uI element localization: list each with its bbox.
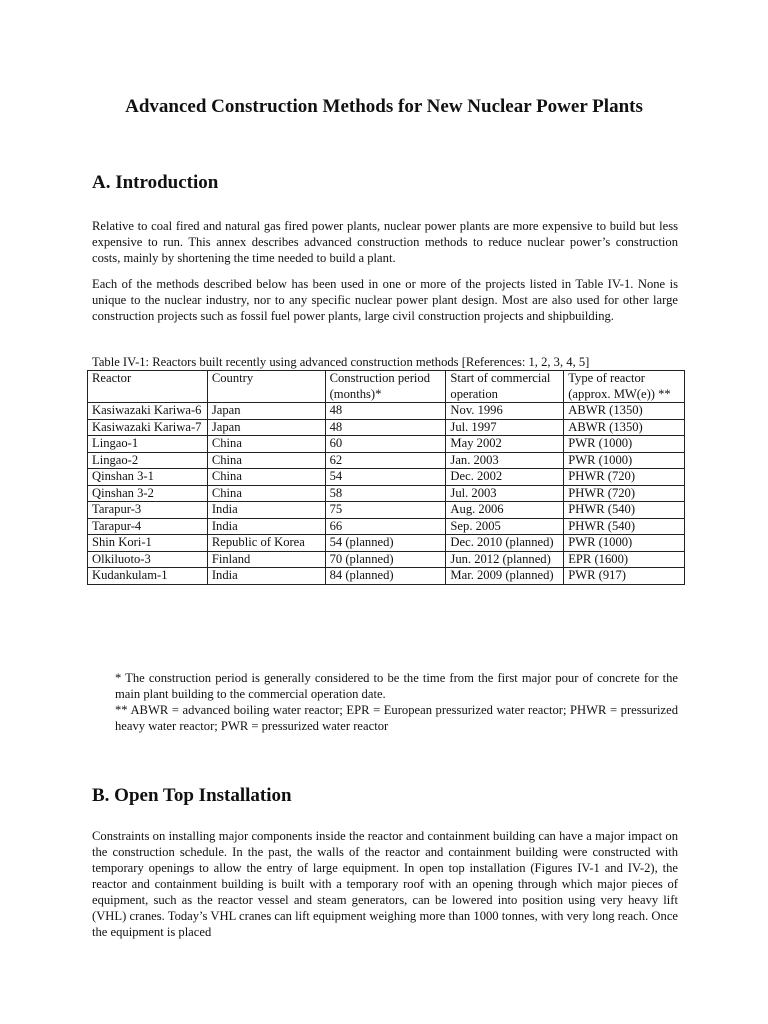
cell-period: 48 — [325, 419, 446, 436]
cell-period: 58 — [325, 485, 446, 502]
table-row — [88, 568, 685, 585]
cell-country: India — [207, 502, 325, 519]
section-b-heading: B. Open Top Installation — [92, 785, 292, 806]
cell-reactor: Lingao-2 — [88, 452, 208, 469]
cell-type: PHWR (540) — [564, 502, 685, 519]
cell-country: China — [207, 469, 325, 486]
table-row — [88, 485, 685, 502]
cell-type: ABWR (1350) — [564, 403, 685, 420]
cell-type: PWR (917) — [564, 568, 685, 585]
cell-reactor: Olkiluoto-3 — [88, 551, 208, 568]
header-reactor: Reactor — [88, 371, 208, 403]
cell-country: Finland — [207, 551, 325, 568]
header-reactor-type: Type of reactor (approx. MW(e)) ** — [564, 371, 685, 403]
table-row — [88, 535, 685, 552]
table-row — [88, 551, 685, 568]
cell-start: Nov. 1996 — [446, 403, 564, 420]
table-header-row — [88, 371, 685, 403]
cell-type: ABWR (1350) — [564, 419, 685, 436]
cell-reactor: Shin Kori-1 — [88, 535, 208, 552]
cell-reactor: Kasiwazaki Kariwa-6 — [88, 403, 208, 420]
cell-period: 48 — [325, 403, 446, 420]
cell-start: Jul. 2003 — [446, 485, 564, 502]
cell-period: 75 — [325, 502, 446, 519]
table-footnote-abbreviations: ** ABWR = advanced boiling water reactor; EPR = European pressurized water reactor; PHWR = pressurized heavy water reactor; PWR = pressurized water reactor — [115, 703, 678, 733]
document-title: Advanced Construction Methods for New Nuclear Power Plants — [125, 96, 643, 117]
cell-reactor: Kudankulam-1 — [88, 568, 208, 585]
table-notes — [115, 670, 678, 734]
cell-country: Republic of Korea — [207, 535, 325, 552]
cell-type: PHWR (540) — [564, 518, 685, 535]
cell-country: China — [207, 436, 325, 453]
table-row — [88, 452, 685, 469]
cell-reactor: Tarapur-4 — [88, 518, 208, 535]
cell-period: 66 — [325, 518, 446, 535]
cell-type: PHWR (720) — [564, 485, 685, 502]
header-construction-period: Construction period (months)* — [325, 371, 446, 403]
table-row — [88, 469, 685, 486]
cell-country: Japan — [207, 403, 325, 420]
cell-period: 70 (planned) — [325, 551, 446, 568]
table-footnote-construction-period: * The construction period is generally considered to be the time from the first major pour of concrete for the main plant building to the commercial operation date. — [115, 671, 678, 701]
cell-reactor: Kasiwazaki Kariwa-7 — [88, 419, 208, 436]
table-row — [88, 419, 685, 436]
cell-start: Sep. 2005 — [446, 518, 564, 535]
cell-type: EPR (1600) — [564, 551, 685, 568]
cell-start: Jun. 2012 (planned) — [446, 551, 564, 568]
reactors-table — [87, 370, 685, 585]
table-row — [88, 502, 685, 519]
cell-reactor: Lingao-1 — [88, 436, 208, 453]
cell-type: PWR (1000) — [564, 436, 685, 453]
cell-start: Dec. 2010 (planned) — [446, 535, 564, 552]
cell-start: Dec. 2002 — [446, 469, 564, 486]
cell-period: 54 (planned) — [325, 535, 446, 552]
cell-country: China — [207, 452, 325, 469]
header-country: Country — [207, 371, 325, 403]
cell-type: PWR (1000) — [564, 535, 685, 552]
cell-country: India — [207, 568, 325, 585]
cell-country: India — [207, 518, 325, 535]
intro-paragraph-2: Each of the methods described below has been used in one or more of the projects listed in Table IV-1. None is unique to the nuclear industry, nor to any specific nuclear power plant design. Most are also used for other large construction projects such as fossil fuel power plants, large civil construction projects and shipbuilding. — [92, 277, 678, 323]
cell-period: 54 — [325, 469, 446, 486]
intro-paragraph-1: Relative to coal fired and natural gas fired power plants, nuclear power plants are more expensive to build but less expensive to run. This annex describes advanced construction methods to reduce nuclear power’s construction costs, mainly by shortening the time needed to build a plant. — [92, 219, 678, 265]
section-a-heading: A. Introduction — [92, 172, 219, 193]
header-start-of-operation: Start of commercial operation — [446, 371, 564, 403]
cell-start: Jul. 1997 — [446, 419, 564, 436]
cell-period: 84 (planned) — [325, 568, 446, 585]
table-caption: Table IV-1: Reactors built recently using advanced construction methods [References: 1, 2, 3, 4, 5] — [92, 355, 590, 369]
table-row — [88, 436, 685, 453]
cell-start: Aug. 2006 — [446, 502, 564, 519]
cell-type: PWR (1000) — [564, 452, 685, 469]
cell-reactor: Tarapur-3 — [88, 502, 208, 519]
table-row — [88, 518, 685, 535]
cell-period: 62 — [325, 452, 446, 469]
cell-start: Mar. 2009 (planned) — [446, 568, 564, 585]
open-top-paragraph: Constraints on installing major components inside the reactor and containment building can have a major impact on the construction schedule. In the past, the walls of the reactor and containment building were constructed with temporary openings to allow the entry of large equipment. In open top installation (Figures IV-1 and IV-2), the reactor and containment building is built with a temporary roof with an opening through which major pieces of equipment, such as the reactor vessel and steam generators, can be lowered into position using very heavy lift (VHL) cranes. Today’s VHL cranes can lift equipment weighing more than 1000 tonnes, with very long reach. Once the equipment is placed — [92, 829, 678, 939]
cell-country: Japan — [207, 419, 325, 436]
cell-period: 60 — [325, 436, 446, 453]
cell-country: China — [207, 485, 325, 502]
cell-type: PHWR (720) — [564, 469, 685, 486]
cell-start: May 2002 — [446, 436, 564, 453]
table-row — [88, 403, 685, 420]
cell-reactor: Qinshan 3-2 — [88, 485, 208, 502]
cell-start: Jan. 2003 — [446, 452, 564, 469]
cell-reactor: Qinshan 3-1 — [88, 469, 208, 486]
